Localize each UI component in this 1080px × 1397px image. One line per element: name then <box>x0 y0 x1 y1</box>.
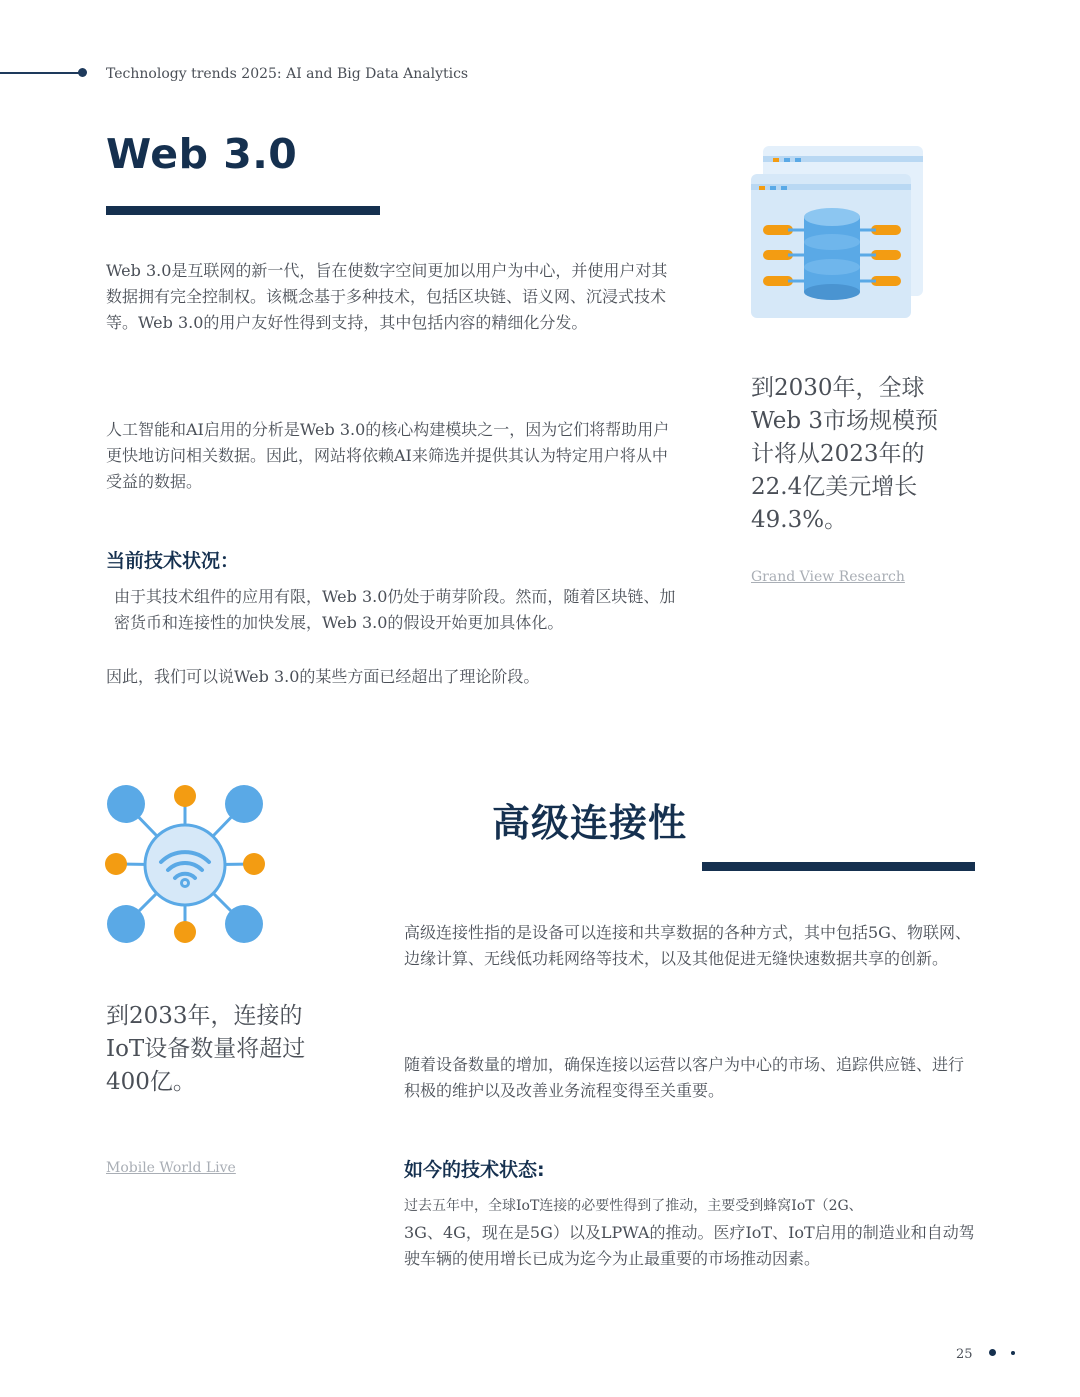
connectivity-status-heading: 如今的技术状态: <box>404 1159 545 1181</box>
section-title-web3: Web 3.0 <box>106 130 298 178</box>
web3-title-rule <box>106 206 380 215</box>
connectivity-status-line-2: 3G、4G，现在是5G）以及LPWA的推动。医疗IoT、IoT启用的制造业和自动驾驶车辆的使用增长已成为迄今为止最重要的市场推动因素。 <box>404 1223 975 1268</box>
header-dot <box>78 68 87 77</box>
header-rule <box>0 72 80 74</box>
web3-stat: 到2030年，全球Web 3市场规模预计将从2023年的22.4亿美元增长49.3%。 <box>751 375 939 533</box>
web3-conclusion: 因此，我们可以说Web 3.0的某些方面已经超出了理论阶段。 <box>106 667 540 686</box>
footer-dot-large <box>989 1349 996 1356</box>
page-number: 25 <box>956 1347 973 1362</box>
web3-status-heading: 当前技术状况： <box>106 550 240 572</box>
web3-status-paragraph: 由于其技术组件的应用有限，Web 3.0仍处于萌芽阶段。然而，随着区块链、加密货币和连接性的加快发展，Web 3.0的假设开始更加具体化。 <box>114 587 676 632</box>
connectivity-stat: 到2033年，连接的IoT设备数量将超过400亿。 <box>106 1003 306 1095</box>
header-title: Technology trends 2025: AI and Big Data Analytics <box>106 66 469 82</box>
web3-paragraph-2: 人工智能和AI启用的分析是Web 3.0的核心构建模块之一，因为它们将帮助用户更快地访问相关数据。因此，网站将依赖AI来筛选并提供其认为特定用户将从中受益的数据。 <box>106 420 670 491</box>
web3-source-link[interactable]: Grand View Research <box>751 569 905 585</box>
wifi-network-icon <box>102 782 268 948</box>
web3-paragraph-1: Web 3.0是互联网的新一代，旨在使数字空间更加以用户为中心，并使用户对其数据拥有完全控制权。该概念基于多种技术，包括区块链、语义网、沉浸式技术等。Web 3.0的用户友好性得到支持，其中包括内容的精细化分发。 <box>106 261 668 332</box>
connectivity-status-line-1: 过去五年中，全球IoT连接的必要性得到了推动，主要受到蜂窝IoT（2G、 <box>404 1198 863 1214</box>
section-title-connectivity: 高级连接性 <box>492 801 688 845</box>
connectivity-paragraph-1: 高级连接性指的是设备可以连接和共享数据的各种方式，其中包括5G、物联网、边缘计算、无线低功耗网络等技术，以及其他促进无缝快速数据共享的创新。 <box>404 923 971 968</box>
connectivity-paragraph-2: 随着设备数量的增加，确保连接以运营以客户为中心的市场、追踪供应链、进行积极的维护以及改善业务流程变得至关重要。 <box>404 1055 965 1100</box>
connectivity-source-link[interactable]: Mobile World Live <box>106 1160 236 1176</box>
connectivity-title-rule <box>702 862 975 871</box>
database-icon <box>748 142 928 322</box>
footer-dot-small <box>1011 1351 1015 1355</box>
